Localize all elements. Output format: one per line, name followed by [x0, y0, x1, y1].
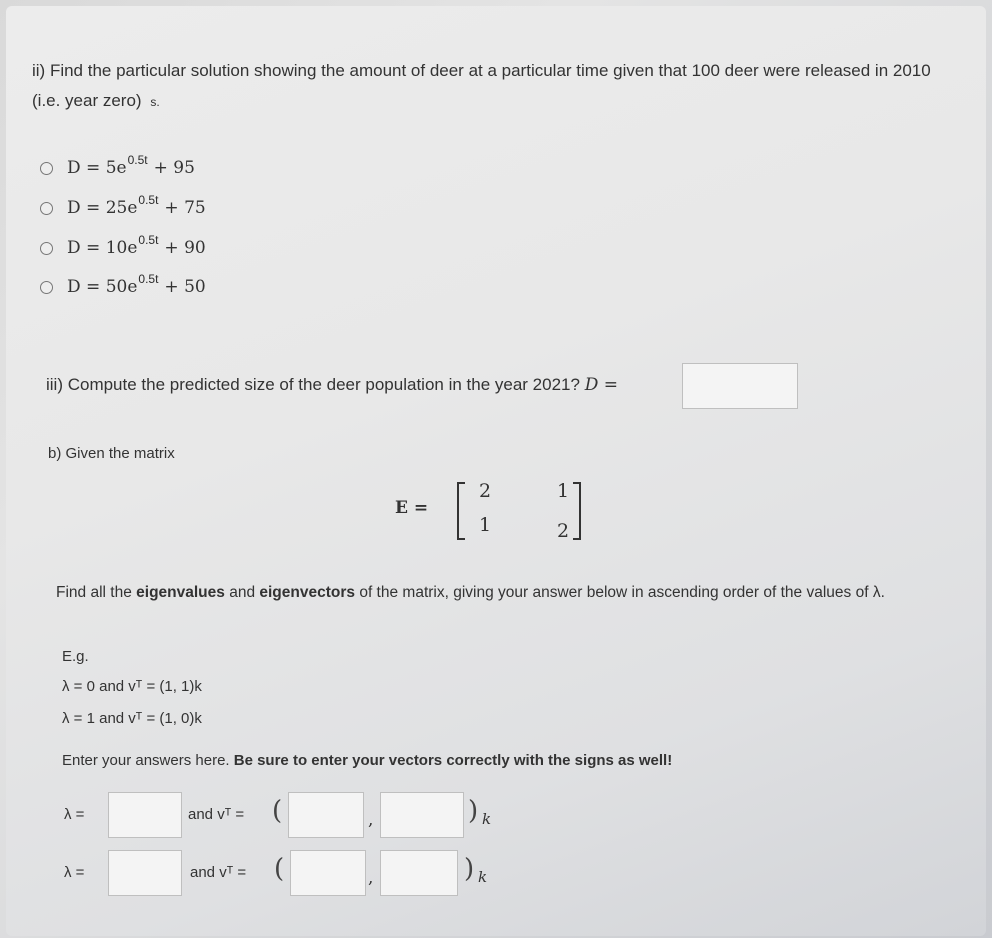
option-2[interactable]: D = 25e 0.5t + 75	[40, 195, 206, 221]
part-b-intro: b) Given the matrix	[48, 445, 175, 462]
example-line-2: λ = 1 and vᵀ = (1, 0)k	[62, 710, 202, 727]
matrix-e	[395, 478, 605, 548]
comma: ,	[368, 810, 374, 830]
open-paren: (	[274, 854, 285, 884]
and-v-label-1: and vᵀ =	[188, 806, 245, 823]
eigenvector-1-component-1-input[interactable]	[288, 792, 364, 838]
matrix-cell: 2	[479, 480, 492, 502]
matrix-left-bracket	[457, 482, 465, 540]
open-paren: (	[272, 796, 283, 826]
eigenvector-1-component-2-input[interactable]	[380, 792, 464, 838]
enter-answers-note: Enter your answers here. Be sure to enter your vectors correctly with the signs as well!	[62, 752, 673, 769]
population-answer-input[interactable]	[682, 363, 798, 409]
question-iii-text: iii) Compute the predicted size of the deer population in the year 2021? D =	[46, 375, 618, 395]
matrix-right-bracket	[573, 482, 581, 540]
example-label: E.g.	[62, 648, 89, 665]
option-3[interactable]: D = 10e 0.5t + 90	[40, 235, 206, 261]
eigenvector-2-component-2-input[interactable]	[380, 850, 458, 896]
lambda-label-2: λ =	[64, 864, 85, 881]
and-v-label-2: and vᵀ =	[190, 864, 247, 881]
radio-button[interactable]	[40, 202, 53, 215]
eigen-instructions: Find all the eigenvalues and eigenvectors of the matrix, giving your answer below in ascending order of the values of λ.	[56, 584, 885, 601]
k-multiplier: k	[478, 868, 488, 886]
k-multiplier: k	[482, 810, 492, 828]
comma: ,	[368, 868, 374, 888]
matrix-cell: 2	[557, 520, 570, 542]
radio-button[interactable]	[40, 242, 53, 255]
close-paren: )	[468, 796, 479, 826]
close-paren: )	[464, 854, 475, 884]
radio-button[interactable]	[40, 162, 53, 175]
question-ii-text: ii) Find the particular solution showing the amount of deer at a particular time given that 100 deer were released in 2010 (i.e. year zero) s.	[32, 61, 931, 110]
option-4[interactable]: D = 50e 0.5t + 50	[40, 274, 206, 300]
radio-button[interactable]	[40, 281, 53, 294]
example-line-1: λ = 0 and vᵀ = (1, 1)k	[62, 678, 202, 695]
eigenvalue-input-1[interactable]	[108, 792, 182, 838]
option-1[interactable]: D = 5e 0.5t + 95	[40, 155, 195, 181]
eigenvector-2-component-1-input[interactable]	[290, 850, 366, 896]
matrix-cell: 1	[479, 514, 492, 536]
matrix-cell: 1	[557, 480, 570, 502]
lambda-label-1: λ =	[64, 806, 85, 823]
matrix-name: E =	[395, 498, 429, 518]
eigenvalue-input-2[interactable]	[108, 850, 182, 896]
